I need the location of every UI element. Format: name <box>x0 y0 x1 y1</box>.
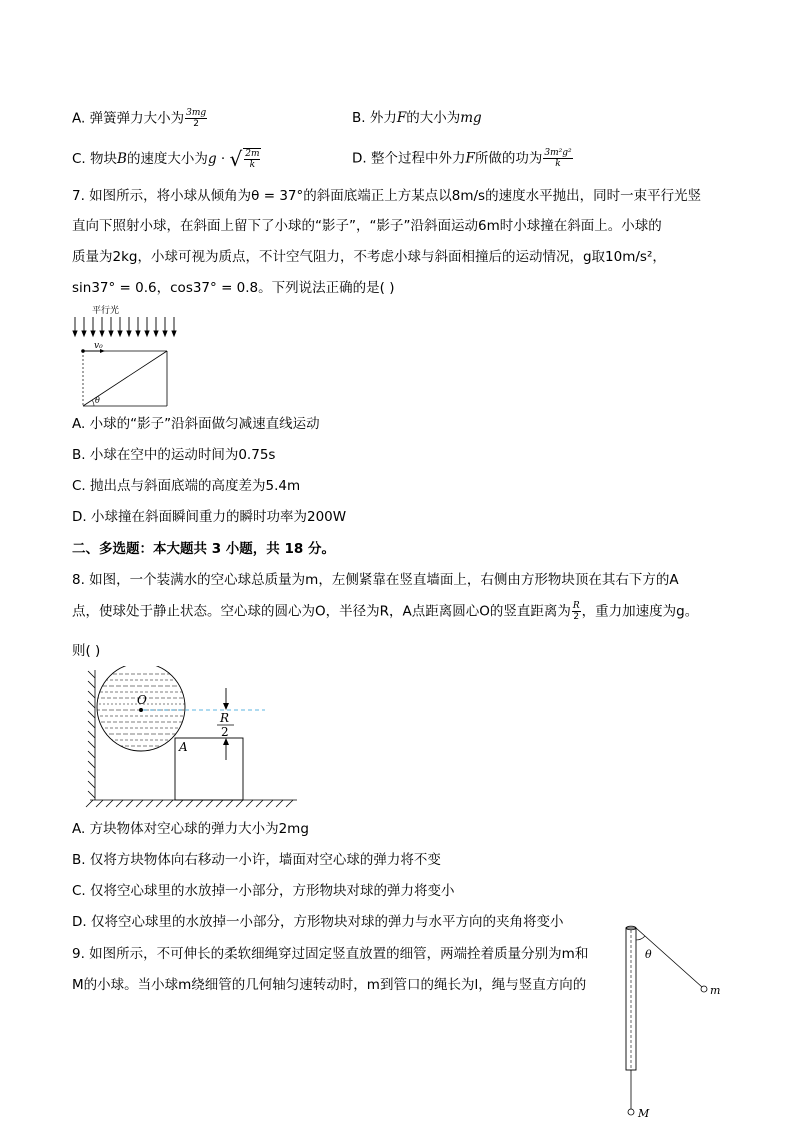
q7-option-d: D. 小球撞在斜面瞬间重力的瞬时功率为200W <box>72 509 347 525</box>
q6-option-a-denominator: 2 <box>193 119 199 129</box>
q6-option-c <box>72 148 261 170</box>
q6-option-b <box>352 108 482 128</box>
q7-option-c: C. 抛出点与斜面底端的高度差为5.4m <box>72 478 301 494</box>
q8-fig-2-label: 2 <box>221 725 229 739</box>
ball-M <box>628 1109 634 1115</box>
q6-option-d-text: D. 整个过程中外力 <box>352 150 466 167</box>
q6-option-d-var: F <box>465 150 475 167</box>
q7-line-3: 质量为2kg，小球可视为质点，不计空气阻力，不考虑小球与斜面相撞后的运动情况，g取10m/s²， <box>72 249 666 265</box>
q8-fig-A-label: A <box>179 740 188 754</box>
q6-option-b-value: mg <box>460 110 482 126</box>
q6-option-c-g: g <box>207 151 217 167</box>
vertical-tube <box>626 928 636 1070</box>
q6-option-c-dot: · <box>216 151 230 167</box>
q6-option-d-fraction <box>543 148 572 169</box>
q6-option-a-fraction <box>185 108 207 129</box>
q8-line-2-numerator: R <box>572 601 580 611</box>
q7-fig-theta-label: θ <box>95 396 100 405</box>
q6-option-c-text: C. 物块 <box>72 151 118 167</box>
q7-line-2: 直向下照射小球，在斜面上留下了小球的“影子”，“影子”沿斜面运动6m时小球撞在斜面上。小球的 <box>72 218 662 234</box>
q8-line-1: 8. 如图，一个装满水的空心球总质量为m，左侧紧靠在竖直墙面上，右侧由方形物块顶在其右下方的A <box>72 572 679 588</box>
q8-option-b: B. 仅将方块物体向右移动一小许，墙面对空心球的弹力将不变 <box>72 852 441 868</box>
q6-option-d-numerator: 3m²g² <box>544 148 572 158</box>
q7-figure <box>70 300 185 412</box>
q7-line-4: sin37° = 0.6，cos37° = 0.8。下列说法正确的是( ) <box>72 280 395 296</box>
q8-line-2 <box>72 601 698 622</box>
sqrt-icon: √ <box>229 147 243 171</box>
wall-hatch-icon <box>88 670 95 800</box>
q9-line-1: 9. 如图所示，不可伸长的柔软细绳穿过固定竖直放置的细管，两端拴着质量分别为m和 <box>72 946 589 962</box>
q7-option-b: B. 小球在空中的运动时间为0.75s <box>72 447 276 463</box>
q6-option-c-mid: 的速度大小为 <box>126 151 208 167</box>
q7-fig-light-label: 平行光 <box>92 306 120 316</box>
q6-option-b-mid: 的大小为 <box>406 110 461 126</box>
q9-line-2: M的小球。当小球m绕细管的几何轴匀速转动时，m到管口的绳长为l，绳与竖直方向的 <box>72 977 587 993</box>
q7-line-1: 7. 如图所示，将小球从倾角为θ = 37°的斜面底端正上方某点以8m/s的速度水平抛出，同时一束平行光竖 <box>72 188 702 204</box>
q8-line-2-fraction <box>572 601 581 622</box>
q6-option-a <box>72 108 208 129</box>
q6-option-a-numerator: 3mg <box>186 108 207 118</box>
q6-option-b-var: F <box>396 110 407 126</box>
q6-option-c-numerator: 2m <box>245 149 260 159</box>
ball-m <box>701 986 707 992</box>
q8-line-3: 则( ) <box>72 643 101 659</box>
q8-fig-R-label: R <box>220 711 230 725</box>
q9-figure <box>615 922 730 1122</box>
q9-fig-m-label: m <box>710 984 721 997</box>
q8-option-d: D. 仅将空心球里的水放掉一小部分，方形物块对球的弹力与水平方向的夹角将变小 <box>72 914 564 930</box>
q8-fig-O-label: O <box>137 693 147 707</box>
q6-option-c-radicand <box>243 148 261 170</box>
q6-option-d-mid: 所做的功为 <box>474 150 543 167</box>
parallel-light-arrows-icon <box>73 317 176 336</box>
section-heading: 二、多选题：本大题共 3 小题，共 18 分。 <box>72 541 335 557</box>
dimension-arrow-down-icon <box>223 703 229 710</box>
q6-option-a-text: A. 弹簧弹力大小为 <box>72 110 185 127</box>
q7-option-a: A. 小球的“影子”沿斜面做匀减速直线运动 <box>72 416 320 432</box>
q6-option-d <box>352 148 574 169</box>
q7-fig-v0-label: v₀ <box>94 341 103 351</box>
q8-option-c: C. 仅将空心球里的水放掉一小部分，方形物块对球的弹力将变小 <box>72 883 455 899</box>
q8-line-2-denominator: 2 <box>573 612 580 622</box>
q8-figure <box>85 666 300 811</box>
q9-fig-theta-label: θ <box>645 948 652 961</box>
q9-fig-M-label: M <box>638 1107 650 1120</box>
q8-option-a: A. 方块物体对空心球的弹力大小为2mg <box>72 821 309 837</box>
q8-line-2-text: 点，使球处于静止状态。空心球的圆心为O，半径为R，A点距离圆心O的竖直距离为 <box>72 603 571 620</box>
q6-option-c-var: B <box>117 151 127 167</box>
dimension-arrow-up-icon <box>223 738 229 745</box>
q6-option-b-text: B. 外力 <box>352 110 397 126</box>
ground-hatch-icon <box>86 800 297 807</box>
q6-option-d-denominator: k <box>555 159 561 169</box>
q8-line-2-end: ，重力加速度为g。 <box>581 603 699 620</box>
q6-option-c-denominator: k <box>249 160 256 170</box>
